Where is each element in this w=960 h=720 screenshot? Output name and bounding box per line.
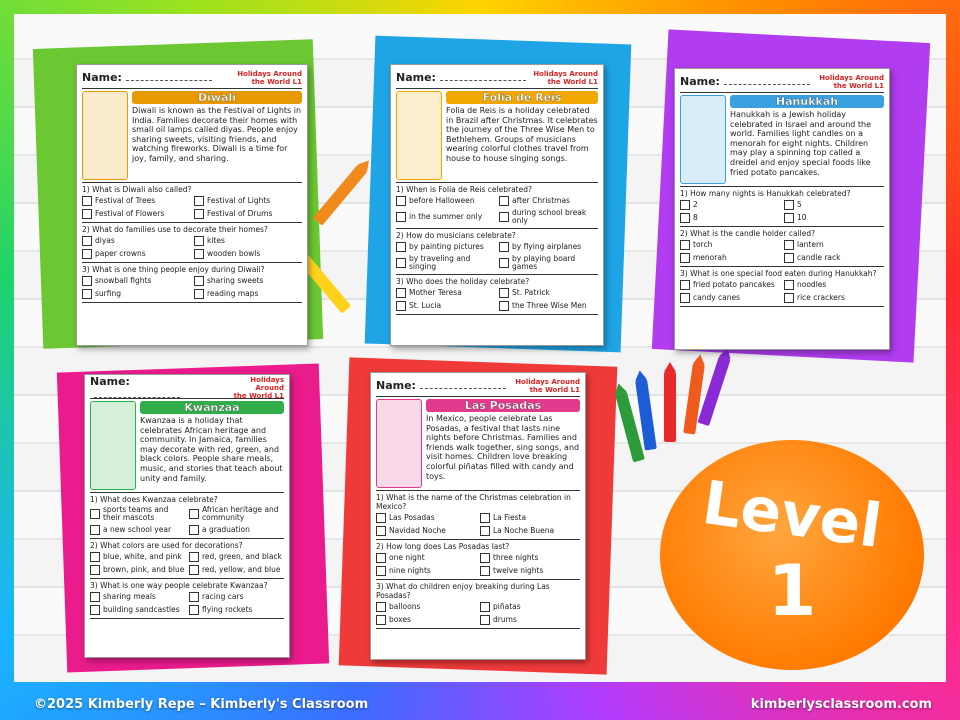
holiday-title: Kwanzaa bbox=[140, 401, 284, 414]
answer-option[interactable]: drums bbox=[480, 615, 580, 625]
answer-option[interactable]: a new school year bbox=[90, 525, 185, 535]
checkbox[interactable] bbox=[194, 196, 204, 206]
checkbox[interactable] bbox=[499, 196, 509, 206]
answer-option[interactable]: red, green, and black bbox=[189, 552, 284, 562]
question-block bbox=[376, 540, 580, 580]
answer-option[interactable]: St. Patrick bbox=[499, 288, 598, 298]
site-link[interactable]: kimberlysclassroom.com bbox=[750, 696, 932, 712]
checkbox[interactable] bbox=[396, 196, 406, 206]
answer-option[interactable]: by flying airplanes bbox=[499, 242, 598, 252]
answer-option[interactable]: snowball fights bbox=[82, 276, 190, 286]
answer-option[interactable]: boxes bbox=[376, 615, 476, 625]
checkbox[interactable] bbox=[189, 552, 199, 562]
checkbox[interactable] bbox=[480, 553, 490, 563]
answer-option[interactable]: nine nights bbox=[376, 566, 476, 576]
checkbox[interactable] bbox=[189, 525, 199, 535]
answer-option[interactable]: sports teams and their mascots bbox=[90, 506, 185, 522]
checkbox[interactable] bbox=[90, 552, 100, 562]
answer-option[interactable]: wooden bowls bbox=[194, 249, 302, 259]
question-block bbox=[90, 539, 284, 579]
answer-option[interactable]: St. Lucia bbox=[396, 301, 495, 311]
checkbox[interactable] bbox=[82, 209, 92, 219]
question-text: 2) What is the candle holder called? bbox=[680, 229, 816, 238]
question-text: 3) Who does the holiday celebrate? bbox=[396, 277, 530, 286]
name-field[interactable]: Name: bbox=[82, 71, 212, 84]
intro-section bbox=[396, 89, 598, 183]
holiday-title: Diwali bbox=[132, 91, 302, 104]
answer-option[interactable]: by playing board games bbox=[499, 255, 598, 271]
checkbox[interactable] bbox=[376, 513, 386, 523]
question-text: 2) What colors are used for decorations? bbox=[90, 541, 243, 550]
answer-option[interactable]: candy canes bbox=[680, 293, 780, 303]
holiday-title: Hanukkah bbox=[730, 95, 884, 108]
answer-option[interactable]: torch bbox=[680, 240, 780, 250]
checkbox[interactable] bbox=[82, 289, 92, 299]
answer-option[interactable]: Festival of Drums bbox=[194, 209, 302, 219]
passage-text: Hanukkah is a Jewish holiday celebrated in Israel and around the world. Families light candles on a menorah for eight nights. Children may play a spinning top called a dreidel and enjoy special foods like fried potato pancakes. bbox=[730, 110, 872, 177]
checkbox[interactable] bbox=[480, 615, 490, 625]
checkbox[interactable] bbox=[680, 240, 690, 250]
question-block bbox=[396, 275, 598, 315]
checkbox[interactable] bbox=[396, 212, 406, 222]
answer-option[interactable]: fried potato pancakes bbox=[680, 280, 780, 290]
answer-option[interactable]: by traveling and singing bbox=[396, 255, 495, 271]
checkbox[interactable] bbox=[189, 592, 199, 602]
question-text: 3) What is one way people celebrate Kwanzaa? bbox=[90, 581, 268, 590]
answer-option[interactable]: surfing bbox=[82, 289, 190, 299]
checkbox[interactable] bbox=[396, 301, 406, 311]
answer-option[interactable]: by painting pictures bbox=[396, 242, 495, 252]
checkbox[interactable] bbox=[784, 280, 794, 290]
answer-option[interactable]: one night bbox=[376, 553, 476, 563]
checkbox[interactable] bbox=[90, 565, 100, 575]
checkbox[interactable] bbox=[189, 565, 199, 575]
answer-option[interactable]: sharing meals bbox=[90, 592, 185, 602]
question-block bbox=[82, 223, 302, 263]
checkbox[interactable] bbox=[784, 240, 794, 250]
answer-option[interactable]: balloons bbox=[376, 602, 476, 612]
answer-option[interactable]: reading maps bbox=[194, 289, 302, 299]
worksheet-folia-de-reis bbox=[390, 64, 604, 346]
worksheet-kwanzaa bbox=[84, 374, 290, 658]
worksheet-las-posadas bbox=[370, 372, 586, 660]
answer-option[interactable]: rice crackers bbox=[784, 293, 884, 303]
checkbox[interactable] bbox=[784, 253, 794, 263]
checkbox[interactable] bbox=[189, 509, 199, 519]
checkbox[interactable] bbox=[480, 513, 490, 523]
answer-option[interactable]: Festival of Lights bbox=[194, 196, 302, 206]
question-block bbox=[680, 267, 884, 307]
question-text: 2) What do families use to decorate their homes? bbox=[82, 225, 268, 234]
answer-option[interactable]: Festival of Flowers bbox=[82, 209, 190, 219]
answer-option[interactable]: racing cars bbox=[189, 592, 284, 602]
answer-option[interactable]: before Halloween bbox=[396, 196, 495, 206]
checkbox[interactable] bbox=[784, 213, 794, 223]
passage-text: Diwali is known as the Festival of Lights in India. Families decorate their homes with small oil lamps called diyas. People enjoy sharing sweets, visiting friends, and watching fireworks. Diwali is a time for joy, family, and sharing. bbox=[132, 106, 302, 163]
checkbox[interactable] bbox=[784, 200, 794, 210]
answer-option[interactable]: three nights bbox=[480, 553, 580, 563]
question-block bbox=[396, 229, 598, 275]
series-tag: Holidays Around the World L1 bbox=[515, 377, 580, 394]
intro-section bbox=[90, 399, 284, 493]
name-field[interactable]: Name: bbox=[680, 75, 810, 88]
answer-option[interactable]: Mother Teresa bbox=[396, 288, 495, 298]
answer-option[interactable]: piñatas bbox=[480, 602, 580, 612]
checkbox[interactable] bbox=[480, 602, 490, 612]
answer-option[interactable]: paper crowns bbox=[82, 249, 190, 259]
sheet-header bbox=[82, 69, 302, 89]
series-tag: Holidays Around the World L1 bbox=[819, 73, 884, 90]
checkbox[interactable] bbox=[396, 258, 406, 268]
answer-option[interactable]: 2 bbox=[680, 200, 780, 210]
question-text: 1) How many nights is Hanukkah celebrated? bbox=[680, 189, 851, 198]
question-block bbox=[396, 183, 598, 229]
answer-option[interactable]: building sandcastles bbox=[90, 605, 185, 615]
holiday-illustration bbox=[90, 401, 136, 490]
sheet-header bbox=[376, 377, 580, 397]
checkbox[interactable] bbox=[499, 288, 509, 298]
name-field[interactable]: Name: bbox=[396, 71, 526, 84]
question-text: 2) How do musicians celebrate? bbox=[396, 231, 516, 240]
answer-option[interactable]: kites bbox=[194, 236, 302, 246]
answer-option[interactable]: 10 bbox=[784, 213, 884, 223]
checkbox[interactable] bbox=[82, 249, 92, 259]
question-text: 3) What is one special food eaten during Hanukkah? bbox=[680, 269, 877, 278]
worksheet-diwali bbox=[76, 64, 308, 346]
checkbox[interactable] bbox=[499, 242, 509, 252]
question-block bbox=[680, 227, 884, 267]
answer-option[interactable]: 8 bbox=[680, 213, 780, 223]
checkbox[interactable] bbox=[376, 566, 386, 576]
checkbox[interactable] bbox=[194, 236, 204, 246]
answer-option[interactable]: red, yellow, and blue bbox=[189, 565, 284, 575]
passage-text: Kwanzaa is a holiday that celebrates African heritage and community. In Jamaica, families may decorate with red, green, and black colors. People share meals, music, and stories that teach about unity and family. bbox=[140, 416, 283, 483]
checkbox[interactable] bbox=[376, 615, 386, 625]
question-block bbox=[82, 263, 302, 303]
answer-option[interactable]: candle rack bbox=[784, 253, 884, 263]
question-text: 1) What is the name of the Christmas celebration in Mexico? bbox=[376, 493, 571, 511]
checkbox[interactable] bbox=[376, 526, 386, 536]
answer-option[interactable]: Festival of Trees bbox=[82, 196, 190, 206]
intro-section bbox=[82, 89, 302, 183]
level-badge bbox=[660, 440, 924, 670]
checkbox[interactable] bbox=[680, 293, 690, 303]
series-tag: Holidays Around the World L1 bbox=[237, 69, 302, 86]
checkbox[interactable] bbox=[376, 553, 386, 563]
answer-option[interactable]: noodles bbox=[784, 280, 884, 290]
answer-option[interactable]: sharing sweets bbox=[194, 276, 302, 286]
answer-option[interactable]: La Fiesta bbox=[480, 513, 580, 523]
question-block bbox=[376, 491, 580, 540]
checkbox[interactable] bbox=[189, 605, 199, 615]
footer-bar bbox=[0, 688, 960, 720]
question-text: 1) When is Folia de Reis celebrated? bbox=[396, 185, 532, 194]
answer-option[interactable]: Navidad Noche bbox=[376, 526, 476, 536]
answer-option[interactable]: flying rockets bbox=[189, 605, 284, 615]
checkbox[interactable] bbox=[194, 209, 204, 219]
worksheet-hanukkah bbox=[674, 68, 890, 350]
question-block bbox=[90, 493, 284, 539]
checkbox[interactable] bbox=[90, 525, 100, 535]
passage-text: In Mexico, people celebrate Las Posadas, a festival that lasts nine nights before Christmas. Families and friends walk together, sing songs, and visit homes. Children love breaking colorful piñatas filled with candy and toys. bbox=[426, 414, 580, 481]
answer-option[interactable]: after Christmas bbox=[499, 196, 598, 206]
name-field[interactable]: Name: bbox=[376, 379, 506, 392]
question-block bbox=[82, 183, 302, 223]
question-text: 1) What is Diwali also called? bbox=[82, 185, 192, 194]
series-tag: Holidays Around the World L1 bbox=[233, 375, 284, 400]
sheet-header bbox=[90, 374, 284, 400]
sheet-header bbox=[680, 73, 884, 93]
question-text: 2) How long does Las Posadas last? bbox=[376, 542, 510, 551]
checkbox[interactable] bbox=[480, 526, 490, 536]
answer-option[interactable]: in the summer only bbox=[396, 209, 495, 225]
answer-option[interactable]: twelve nights bbox=[480, 566, 580, 576]
copyright-text: ©2025 Kimberly Repe – Kimberly's Classroom bbox=[34, 696, 369, 712]
checkbox[interactable] bbox=[396, 288, 406, 298]
checkbox[interactable] bbox=[194, 249, 204, 259]
checkbox[interactable] bbox=[499, 301, 509, 311]
intro-section bbox=[680, 93, 884, 187]
checkbox[interactable] bbox=[680, 213, 690, 223]
checkbox[interactable] bbox=[680, 200, 690, 210]
holiday-illustration bbox=[376, 399, 422, 488]
answer-option[interactable]: brown, pink, and blue bbox=[90, 565, 185, 575]
question-text: 1) What does Kwanzaa celebrate? bbox=[90, 495, 218, 504]
question-block bbox=[680, 187, 884, 227]
answer-option[interactable]: diyas bbox=[82, 236, 190, 246]
checkbox[interactable] bbox=[194, 289, 204, 299]
checkbox[interactable] bbox=[82, 236, 92, 246]
answer-option[interactable]: African heritage and community bbox=[189, 506, 284, 522]
answer-option[interactable]: blue, white, and pink bbox=[90, 552, 185, 562]
checkbox[interactable] bbox=[82, 276, 92, 286]
checkbox[interactable] bbox=[82, 196, 92, 206]
checkbox[interactable] bbox=[784, 293, 794, 303]
intro-section bbox=[376, 397, 580, 491]
checkbox[interactable] bbox=[90, 509, 100, 519]
answer-option[interactable]: Las Posadas bbox=[376, 513, 476, 523]
checkbox[interactable] bbox=[90, 592, 100, 602]
question-block bbox=[376, 580, 580, 629]
checkbox[interactable] bbox=[499, 212, 509, 222]
question-text: 3) What is one thing people enjoy during Diwali? bbox=[82, 265, 265, 274]
answer-option[interactable]: La Noche Buena bbox=[480, 526, 580, 536]
holiday-illustration bbox=[82, 91, 128, 180]
holiday-illustration bbox=[396, 91, 442, 180]
level-word: Level bbox=[698, 467, 886, 563]
question-block bbox=[90, 579, 284, 619]
checkbox[interactable] bbox=[680, 253, 690, 263]
passage-text: Folia de Reis is a holiday celebrated in Brazil after Christmas. It celebrates the journey of the Three Wise Men to Bethlehem. Groups of musicians wearing colorful clothes travel from house to house singing songs. bbox=[446, 106, 598, 163]
name-field[interactable]: Name: bbox=[90, 375, 219, 401]
checkbox[interactable] bbox=[90, 605, 100, 615]
red-crayon bbox=[664, 372, 676, 442]
holiday-title: Las Posadas bbox=[426, 399, 580, 412]
level-number: 1 bbox=[767, 550, 817, 632]
answer-option[interactable]: lantern bbox=[784, 240, 884, 250]
checkbox[interactable] bbox=[680, 280, 690, 290]
checkbox[interactable] bbox=[499, 258, 509, 268]
answer-option[interactable]: menorah bbox=[680, 253, 780, 263]
series-tag: Holidays Around the World L1 bbox=[533, 69, 598, 86]
question-text: 3) What do children enjoy breaking during Las Posadas? bbox=[376, 582, 550, 600]
answer-option[interactable]: during school break only bbox=[499, 209, 598, 225]
holiday-illustration bbox=[680, 95, 726, 184]
checkbox[interactable] bbox=[376, 602, 386, 612]
checkbox[interactable] bbox=[480, 566, 490, 576]
sheet-header bbox=[396, 69, 598, 89]
answer-option[interactable]: a graduation bbox=[189, 525, 284, 535]
checkbox[interactable] bbox=[396, 242, 406, 252]
holiday-title: Folia de Reis bbox=[446, 91, 598, 104]
checkbox[interactable] bbox=[194, 276, 204, 286]
answer-option[interactable]: the Three Wise Men bbox=[499, 301, 598, 311]
answer-option[interactable]: 5 bbox=[784, 200, 884, 210]
